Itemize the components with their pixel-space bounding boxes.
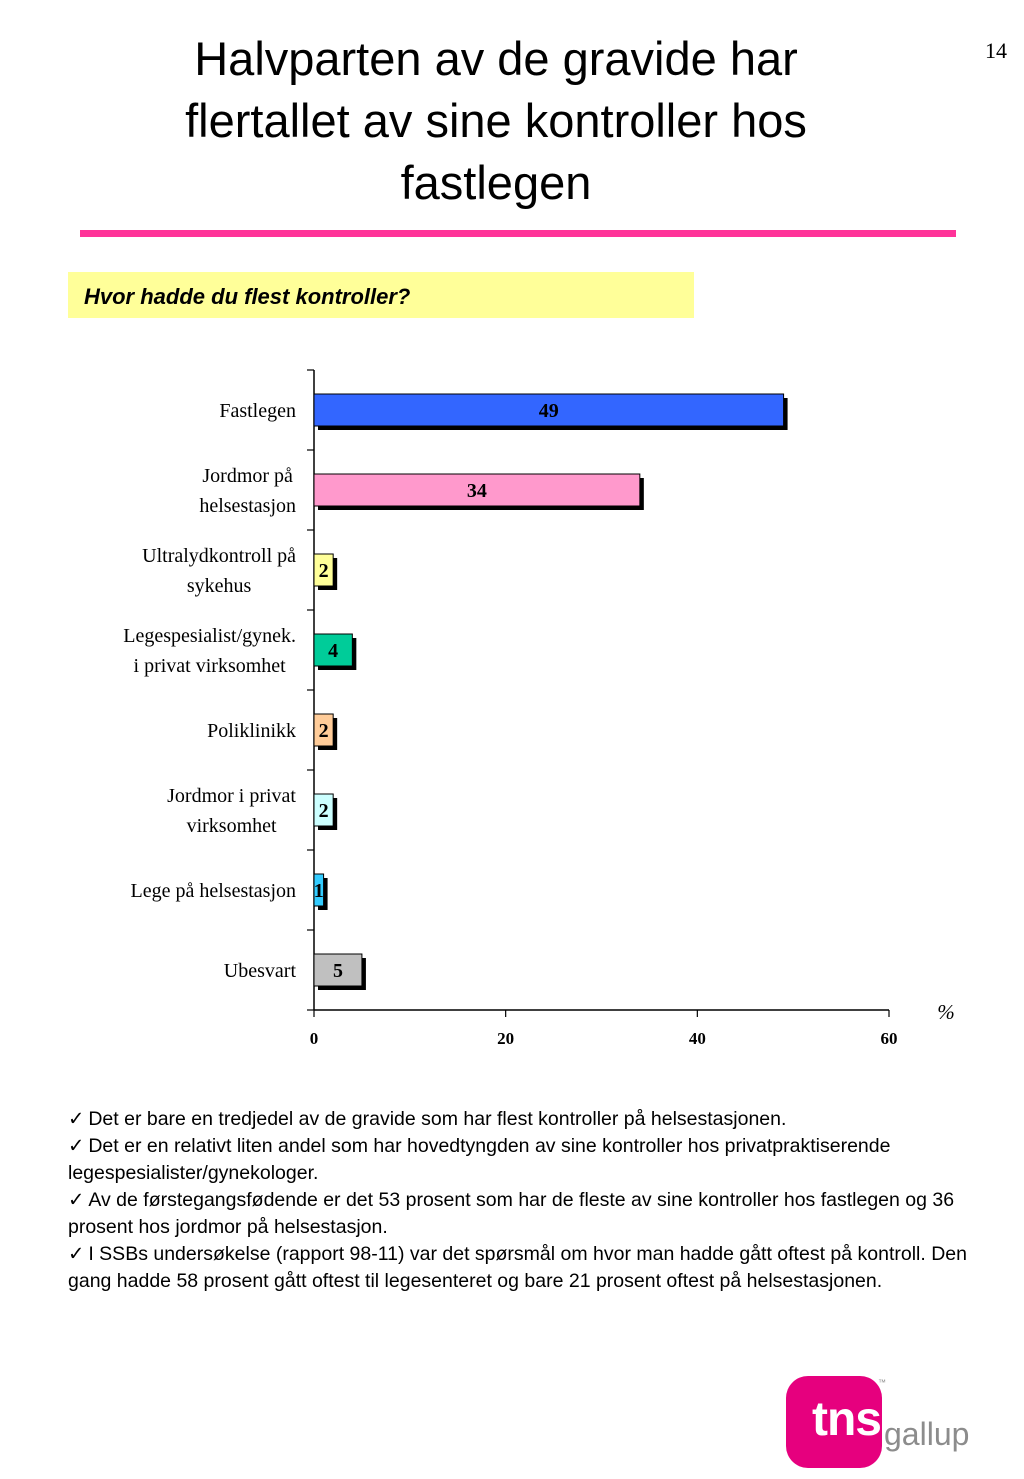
- data-label: 2: [318, 560, 329, 582]
- check-icon: ✓: [68, 1135, 85, 1157]
- category-label: [142, 545, 296, 597]
- category-label-line: Fastlegen: [219, 400, 296, 422]
- category-label: [123, 625, 296, 677]
- category-label-line: virksomhet: [186, 815, 277, 837]
- category-label-line: Jordmor i privat: [167, 785, 296, 807]
- data-label: 2: [318, 720, 329, 742]
- note-text: Det er bare en tredjedel av de gravide som har flest kontroller på helsestasjonen.: [88, 1108, 787, 1130]
- category-label-line: Ultralydkontroll på: [142, 545, 296, 567]
- category-label: [224, 960, 297, 982]
- category-label: [167, 785, 296, 837]
- category-label: [199, 465, 296, 517]
- check-icon: ✓: [68, 1189, 85, 1211]
- data-label: 2: [318, 800, 329, 822]
- category-label-line: Poliklinikk: [207, 720, 296, 742]
- data-label: 49: [538, 400, 559, 422]
- x-tick-label: 20: [497, 1029, 515, 1048]
- check-icon: ✓: [68, 1108, 85, 1130]
- note-text: Det er en relativt liten andel som har hovedtyngden av sine kontroller hos privatpraktiserende legespesialister/gynekologer.: [68, 1135, 891, 1184]
- category-label: [131, 880, 297, 902]
- category-label-line: Jordmor på: [202, 465, 293, 487]
- logo-trademark: ™: [878, 1378, 886, 1387]
- data-label: 4: [328, 640, 339, 662]
- category-label-line: helsestasjon: [199, 495, 296, 517]
- logo-gallup-text: gallup: [884, 1416, 970, 1452]
- category-label-line: Ubesvart: [223, 960, 296, 982]
- title-line: fastlegen: [400, 156, 592, 209]
- note-item: [68, 1187, 998, 1241]
- title-line: flertallet av sine kontroller hos: [185, 94, 807, 147]
- x-unit-label: %: [937, 1000, 955, 1024]
- note-item: [68, 1241, 998, 1295]
- check-icon: ✓: [68, 1243, 85, 1265]
- logo-tns-text: tns: [812, 1393, 881, 1446]
- notes-list: [68, 1106, 998, 1295]
- tns-gallup-logo: [786, 1376, 976, 1468]
- x-tick-label: 40: [688, 1029, 706, 1048]
- category-label-line: sykehus: [186, 575, 252, 597]
- category-label-line: i privat virksomhet: [133, 655, 286, 677]
- title-line: Halvparten av de gravide har: [194, 32, 798, 85]
- note-text: I SSBs undersøkelse (rapport 98-11) var det spørsmål om hvor man hadde gått oftest på kontroll. Den gang hadde 58 prosent gått oftest til legesenteret og bare 21 prosent oftest på helsestasjonen.: [68, 1243, 967, 1292]
- category-label: [219, 400, 296, 422]
- category-label-line: Lege på helsestasjon: [130, 880, 296, 902]
- x-tick-label: 60: [880, 1029, 898, 1048]
- category-label-line: Legespesialist/gynek.: [123, 625, 296, 647]
- x-tick-label: 0: [309, 1029, 319, 1048]
- data-label: 5: [332, 960, 343, 982]
- category-label: [207, 720, 296, 742]
- data-label: 1: [313, 880, 324, 902]
- page-number: 14: [985, 38, 1007, 63]
- note-text: Av de førstegangsfødende er det 53 prosent som har de fleste av sine kontroller hos fastlegen og 36 prosent hos jordmor på helsestasjon.: [68, 1189, 955, 1238]
- note-item: [68, 1106, 998, 1133]
- question-text: Hvor hadde du flest kontroller?: [84, 284, 411, 309]
- data-label: 34: [466, 480, 487, 502]
- note-item: [68, 1133, 998, 1187]
